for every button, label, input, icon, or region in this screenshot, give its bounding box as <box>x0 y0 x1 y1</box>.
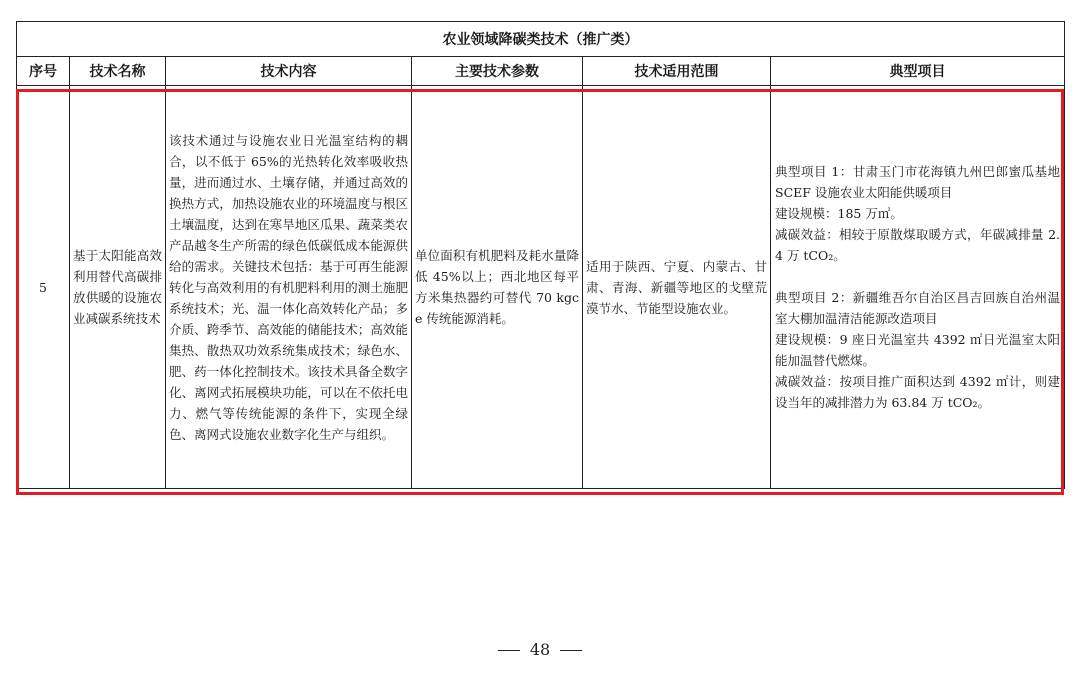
project-1-scale: 建设规模：185 万㎡。 <box>775 206 903 221</box>
table-header-row <box>17 57 1065 86</box>
header-typical-projects: 典型项目 <box>771 57 1065 86</box>
left-dash <box>498 650 520 651</box>
project-2-scale: 建设规模：9 座日光温室共 4392 ㎡日光温室太阳能加温替代燃煤。 <box>775 332 1061 368</box>
project-1-title: 典型项目 1：甘肃玉门市花海镇九州巴郎蜜瓜基地 SCEF 设施农业太阳能供暖项目 <box>775 164 1061 200</box>
header-seq: 序号 <box>17 57 70 86</box>
project-1-benefit: 减碳效益：相较于原散煤取暖方式，年碳减排量 2.4 万 tCO₂。 <box>775 227 1061 263</box>
cell-tech-content: 该技术通过与设施农业日光温室结构的耦合，以不低于 65%的光热转化效率吸收热量，进而通过水、土壤存储，并通过高效的换热方式，加热设施农业的环境温度与根区土壤温度，达到在寒旱地区瓜果、蔬菜类农产品越冬生产所需的绿色低碳低成本能源供给的需求。关键技术包括：基于可再生能源转化与高效利用的有机肥料利用的测土施肥系统技术；光、温一体化高效转化产品；多介质、跨季节、高效能的储能技术；高效能集热、散热双功效系统集成技术；绿色水、肥、药一体化控制技术。该技术具备全数字化、离网式拓展模块功能，可以在不依托电力、燃气等传统能源的条件下，实现全绿色、离网式设施农业数字化生产与组织。 <box>166 86 412 489</box>
technology-table <box>16 21 1065 489</box>
table-title: 农业领域降碳类技术（推广类） <box>17 22 1065 57</box>
header-main-params: 主要技术参数 <box>412 57 583 86</box>
table-row <box>17 86 1065 489</box>
cell-tech-name: 基于太阳能高效利用替代高碳排放供暖的设施农业减碳系统技术 <box>70 86 166 489</box>
project-spacer <box>775 266 1060 287</box>
header-tech-content: 技术内容 <box>166 57 412 86</box>
project-2-title: 典型项目 2：新疆维吾尔自治区昌吉回族自治州温室大棚加温清洁能源改造项目 <box>775 290 1061 326</box>
cell-typical-projects <box>771 86 1065 489</box>
header-scope: 技术适用范围 <box>583 57 771 86</box>
page-number: 48 <box>529 640 551 659</box>
project-2-benefit: 减碳效益：按项目推广面积达到 4392 ㎡计，则建设当年的减排潜力为 63.84 万 tCO₂。 <box>775 374 1061 410</box>
right-dash <box>560 650 582 651</box>
cell-seq: 5 <box>17 86 70 489</box>
header-tech-name: 技术名称 <box>70 57 166 86</box>
cell-scope: 适用于陕西、宁夏、内蒙古、甘肃、青海、新疆等地区的戈壁荒漠节水、节能型设施农业。 <box>583 86 771 489</box>
cell-main-params: 单位面积有机肥料及耗水量降低 45%以上；西北地区每平方米集热器约可替代 70 kgce 传统能源消耗。 <box>412 86 583 489</box>
page-footer <box>0 640 1080 659</box>
